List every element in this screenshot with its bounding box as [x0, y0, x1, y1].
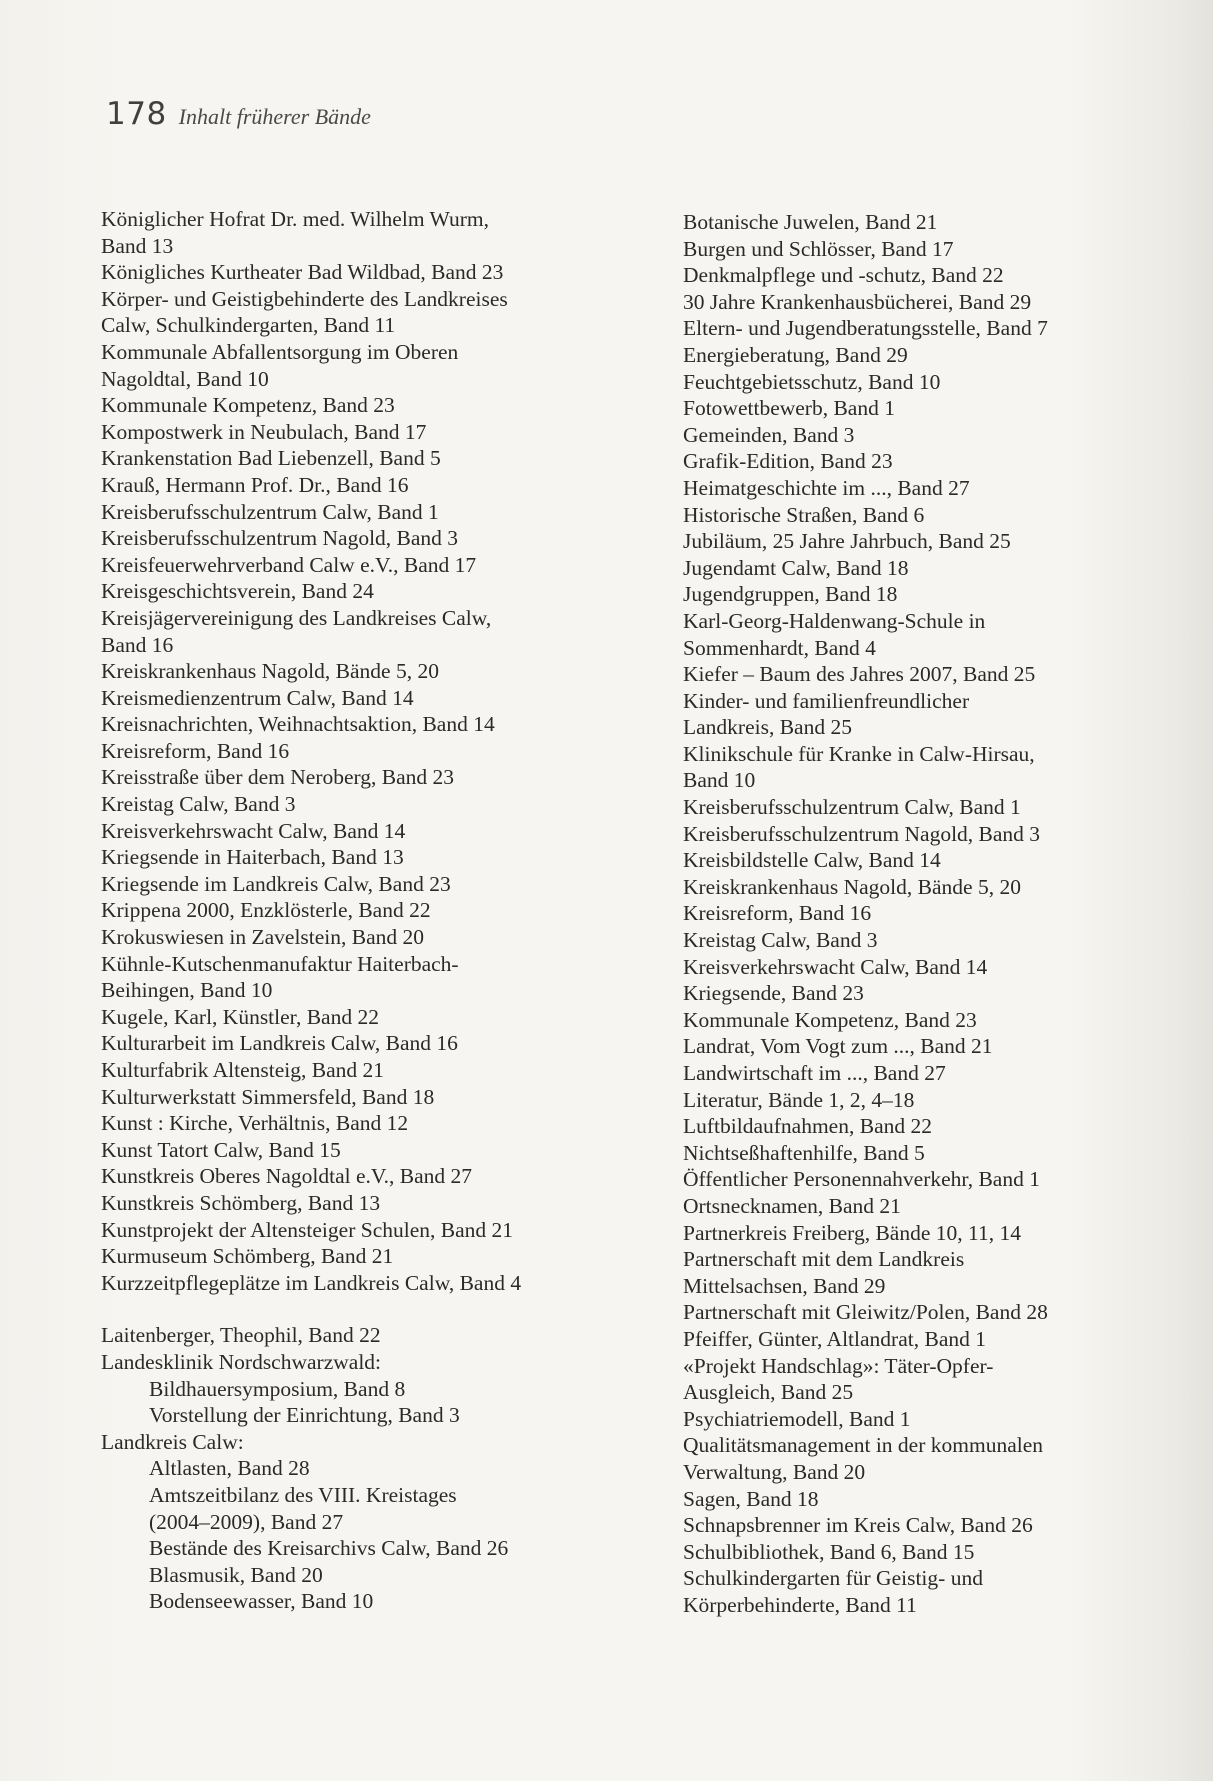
index-entry: Kommunale Abfallentsorgung im Oberen	[101, 339, 459, 364]
index-subentry: (2004–2009), Band 27	[149, 1509, 344, 1534]
index-entry: Kriegsende in Haiterbach, Band 13	[101, 845, 404, 870]
index-entry: Partnerkreis Freiberg, Bände 10, 11, 14	[683, 1220, 1021, 1245]
page-number: 178	[106, 96, 167, 132]
index-entry: Kreisjägervereinigung des Landkreises Calw,	[101, 605, 492, 630]
index-entry: Partnerschaft mit Gleiwitz/Polen, Band 28	[683, 1300, 1048, 1325]
index-entry: Grafik-Edition, Band 23	[683, 449, 893, 474]
index-entry: Kurzzeitpflegeplätze im Landkreis Calw, Band 4	[101, 1270, 522, 1295]
index-subentry: Bodenseewasser, Band 10	[149, 1589, 374, 1614]
index-entry: Kommunale Kompetenz, Band 23	[101, 393, 395, 418]
index-subentry: Vorstellung der Einrichtung, Band 3	[149, 1403, 460, 1428]
index-entry: Kommunale Kompetenz, Band 23	[683, 1007, 977, 1032]
index-entry: Kreisbildstelle Calw, Band 14	[683, 848, 941, 873]
index-entry: Kühnle-Kutschenmanufaktur Haiterbach-	[101, 951, 459, 976]
index-entry: Kunstkreis Oberes Nagoldtal e.V., Band 27	[101, 1164, 473, 1189]
index-entry: Ausgleich, Band 25	[683, 1380, 854, 1405]
index-subentry: Bildhauersymposium, Band 8	[149, 1376, 406, 1401]
index-entry: 30 Jahre Krankenhausbücherei, Band 29	[683, 289, 1032, 314]
index-entry: Körper- und Geistigbehinderte des Landkreises	[101, 286, 508, 311]
index-entry: Botanische Juwelen, Band 21	[683, 210, 938, 234]
index-entry: Jubiläum, 25 Jahre Jahrbuch, Band 25	[683, 529, 1011, 554]
index-entry: Kreiskrankenhaus Nagold, Bände 5, 20	[101, 659, 439, 684]
index-entry: Pfeiffer, Günter, Altlandrat, Band 1	[683, 1326, 986, 1351]
index-entry: Kinder- und familienfreundlicher	[683, 688, 970, 713]
index-entry: Krokuswiesen in Zavelstein, Band 20	[101, 925, 425, 950]
index-entry: Ortsnecknamen, Band 21	[683, 1193, 901, 1218]
index-entry: Königlicher Hofrat Dr. med. Wilhelm Wurm,	[101, 207, 489, 231]
index-entry: Kunstkreis Schömberg, Band 13	[101, 1190, 381, 1215]
index-entry: Schulkindergarten für Geistig- und	[683, 1566, 983, 1591]
index-entry: Verwaltung, Band 20	[683, 1459, 866, 1484]
running-title: Inhalt früherer Bände	[178, 104, 371, 129]
index-entry: Burgen und Schlösser, Band 17	[683, 236, 954, 261]
index-entry: Kreisberufsschulzentrum Calw, Band 1	[683, 795, 1021, 820]
index-entry: Krauß, Hermann Prof. Dr., Band 16	[101, 472, 409, 497]
index-entry: Jugendamt Calw, Band 18	[683, 555, 909, 580]
index-entry: Kreistag Calw, Band 3	[101, 792, 296, 817]
index-entry: Kreisfeuerwehrverband Calw e.V., Band 17	[101, 552, 477, 577]
index-entry: Kreisreform, Band 16	[683, 901, 872, 926]
index-entry: Denkmalpflege und -schutz, Band 22	[683, 263, 1004, 288]
index-entry: Literatur, Bände 1, 2, 4–18	[683, 1087, 915, 1112]
index-subentry: Altlasten, Band 28	[149, 1456, 310, 1481]
index-entry: Gemeinden, Band 3	[683, 422, 855, 447]
index-entry: Kreisstraße über dem Neroberg, Band 23	[101, 765, 455, 790]
index-column-left	[101, 206, 601, 1615]
index-entry: Schulbibliothek, Band 6, Band 15	[683, 1539, 975, 1564]
index-entry: Jugendgruppen, Band 18	[683, 582, 898, 607]
index-entry: Band 10	[683, 768, 756, 793]
index-entry: Landwirtschaft im ..., Band 27	[683, 1061, 946, 1085]
index-entry: Energieberatung, Band 29	[683, 342, 908, 367]
index-entry: Kreisreform, Band 16	[101, 738, 290, 763]
index-entry: Kreismedienzentrum Calw, Band 14	[101, 685, 414, 710]
index-entry: Kulturfabrik Altensteig, Band 21	[101, 1058, 385, 1082]
index-entry: Calw, Schulkindergarten, Band 11	[101, 313, 396, 338]
index-entry: Nichtseßhaftenhilfe, Band 5	[683, 1140, 925, 1165]
index-entry: Klinikschule für Kranke in Calw-Hirsau,	[683, 741, 1035, 766]
index-entry: Landkreis Calw:	[101, 1429, 244, 1454]
index-entry: Luftbildaufnahmen, Band 22	[683, 1114, 932, 1139]
index-entry: Kreiskrankenhaus Nagold, Bände 5, 20	[683, 874, 1021, 899]
index-subentry: Bestände des Kreisarchivs Calw, Band 26	[149, 1536, 509, 1561]
index-entry: Kreisverkehrswacht Calw, Band 14	[683, 954, 988, 979]
index-entry: Kreisverkehrswacht Calw, Band 14	[101, 818, 406, 843]
index-entry: Historische Straßen, Band 6	[683, 502, 925, 527]
page-header	[106, 96, 371, 132]
index-entry: Kunst Tatort Calw, Band 15	[101, 1137, 341, 1162]
index-column-right	[683, 209, 1198, 1618]
index-entry: Kurmuseum Schömberg, Band 21	[101, 1244, 394, 1269]
index-entry: Kugele, Karl, Künstler, Band 22	[101, 1004, 379, 1029]
index-entry: Krankenstation Bad Liebenzell, Band 5	[101, 446, 441, 471]
index-entry: Körperbehinderte, Band 11	[683, 1592, 917, 1617]
index-entry: Landrat, Vom Vogt zum ..., Band 21	[683, 1034, 993, 1059]
index-entry: Königliches Kurtheater Bad Wildbad, Band 23	[101, 260, 504, 285]
index-entry: Kulturwerkstatt Simmersfeld, Band 18	[101, 1084, 435, 1109]
index-entry: Nagoldtal, Band 10	[101, 366, 269, 391]
index-entry: Beihingen, Band 10	[101, 978, 273, 1003]
index-entry: Eltern- und Jugendberatungsstelle, Band 7	[683, 316, 1048, 341]
index-entry: Kompostwerk in Neubulach, Band 17	[101, 419, 427, 444]
index-entry: Kriegsende im Landkreis Calw, Band 23	[101, 871, 451, 896]
index-entry: Kunst : Kirche, Verhältnis, Band 12	[101, 1111, 409, 1136]
index-entry: Landkreis, Band 25	[683, 715, 852, 740]
index-entry: Sommenhardt, Band 4	[683, 635, 876, 660]
index-entry: Kulturarbeit im Landkreis Calw, Band 16	[101, 1031, 458, 1056]
index-entry: Mittelsachsen, Band 29	[683, 1273, 886, 1298]
index-entry: Kreistag Calw, Band 3	[683, 928, 878, 953]
index-entry: Laitenberger, Theophil, Band 22	[101, 1323, 381, 1348]
index-entry: «Projekt Handschlag»: Täter-Opfer-	[683, 1353, 994, 1378]
index-entry: Band 16	[101, 632, 174, 657]
index-entry: Psychiatriemodell, Band 1	[683, 1406, 911, 1431]
index-entry: Sagen, Band 18	[683, 1486, 819, 1511]
index-entry: Kunstprojekt der Altensteiger Schulen, Band 21	[101, 1217, 514, 1242]
index-entry: Kiefer – Baum des Jahres 2007, Band 25	[683, 662, 1036, 687]
index-entry: Band 13	[101, 233, 174, 258]
index-subentry: Amtszeitbilanz des VIII. Kreistages	[149, 1482, 457, 1507]
index-subentry: Blasmusik, Band 20	[149, 1562, 323, 1587]
index-entry: Landesklinik Nordschwarzwald:	[101, 1349, 382, 1374]
index-entry: Fotowettbewerb, Band 1	[683, 396, 895, 421]
index-entry: Öffentlicher Personennahverkehr, Band 1	[683, 1167, 1040, 1192]
index-entry: Heimatgeschichte im ..., Band 27	[683, 475, 970, 500]
index-entry: Partnerschaft mit dem Landkreis	[683, 1247, 965, 1272]
index-entry: Krippena 2000, Enzklösterle, Band 22	[101, 898, 431, 923]
index-entry: Kreisberufsschulzentrum Nagold, Band 3	[101, 526, 459, 551]
index-entry: Kreisberufsschulzentrum Calw, Band 1	[101, 499, 439, 524]
index-entry: Feuchtgebietsschutz, Band 10	[683, 369, 941, 394]
index-entry: Kriegsende, Band 23	[683, 981, 864, 1006]
index-entry: Kreisberufsschulzentrum Nagold, Band 3	[683, 821, 1041, 846]
index-entry: Kreisnachrichten, Weihnachtsaktion, Band 14	[101, 712, 495, 737]
index-entry: Kreisgeschichtsverein, Band 24	[101, 579, 374, 604]
index-entry: Qualitätsmanagement in der kommunalen	[683, 1433, 1044, 1458]
index-entry: Karl-Georg-Haldenwang-Schule in	[683, 608, 986, 633]
index-entry: Schnapsbrenner im Kreis Calw, Band 26	[683, 1513, 1033, 1538]
